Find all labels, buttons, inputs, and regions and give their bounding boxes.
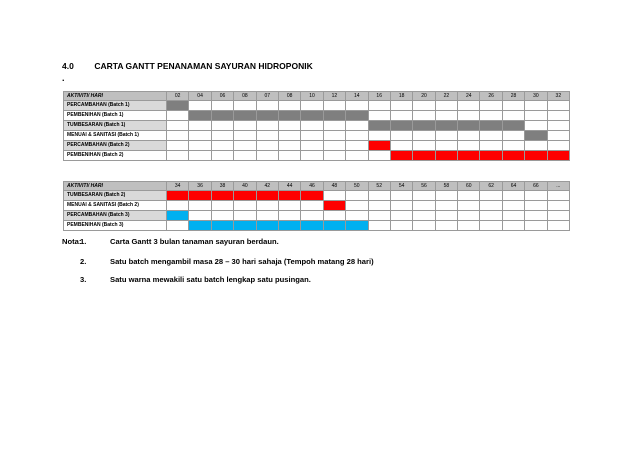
- gantt-empty-cell: [547, 131, 569, 141]
- gantt-day-header: 38: [211, 182, 233, 191]
- gantt-empty-cell: [323, 211, 345, 221]
- gantt-day-header: 30: [525, 92, 547, 101]
- gantt-bar-cell: [278, 191, 300, 201]
- gantt-empty-cell: [211, 151, 233, 161]
- gantt-activity-label: TUMBESARAN (Batch 2): [64, 191, 167, 201]
- gantt-empty-cell: [256, 211, 278, 221]
- gantt-empty-cell: [458, 191, 480, 201]
- gantt-day-header: 52: [368, 182, 390, 191]
- gantt-empty-cell: [390, 211, 412, 221]
- gantt-empty-cell: [301, 201, 323, 211]
- gantt-empty-cell: [435, 191, 457, 201]
- gantt-empty-cell: [413, 111, 435, 121]
- gantt-empty-cell: [458, 141, 480, 151]
- gantt-bar-cell: [458, 151, 480, 161]
- gantt-empty-cell: [346, 201, 368, 211]
- gantt-empty-cell: [525, 191, 547, 201]
- gantt-activity-label: PERCAMBAHAN (Batch 3): [64, 211, 167, 221]
- gantt-bar-cell: [301, 221, 323, 231]
- gantt-day-header: 34: [167, 182, 189, 191]
- gantt-empty-cell: [502, 111, 524, 121]
- gantt-empty-cell: [256, 121, 278, 131]
- gantt-bar-cell: [346, 221, 368, 231]
- gantt-empty-cell: [390, 131, 412, 141]
- gantt-day-header: 44: [278, 182, 300, 191]
- gantt-bar-cell: [211, 111, 233, 121]
- stray-dot: .: [62, 73, 65, 83]
- gantt-empty-cell: [323, 101, 345, 111]
- gantt-empty-cell: [211, 121, 233, 131]
- gantt-bar-cell: [413, 121, 435, 131]
- gantt-bar-cell: [256, 221, 278, 231]
- gantt-empty-cell: [480, 141, 502, 151]
- gantt-empty-cell: [323, 121, 345, 131]
- gantt-empty-cell: [346, 121, 368, 131]
- gantt-empty-cell: [547, 141, 569, 151]
- gantt-day-header: 36: [189, 182, 211, 191]
- gantt-day-header: 62: [480, 182, 502, 191]
- gantt-bar-cell: [211, 191, 233, 201]
- gantt-activity-label: PERCAMBAHAN (Batch 2): [64, 141, 167, 151]
- gantt-bar-cell: [323, 111, 345, 121]
- gantt-empty-cell: [211, 101, 233, 111]
- gantt-activity-row: [64, 211, 570, 221]
- gantt-empty-cell: [301, 211, 323, 221]
- gantt-empty-cell: [480, 191, 502, 201]
- gantt-empty-cell: [167, 121, 189, 131]
- gantt-activity-row: [64, 101, 570, 111]
- gantt-bar-cell: [256, 111, 278, 121]
- gantt-bar-cell: [525, 131, 547, 141]
- gantt-empty-cell: [547, 201, 569, 211]
- gantt-empty-cell: [278, 201, 300, 211]
- gantt-empty-cell: [458, 131, 480, 141]
- gantt-bar-cell: [458, 121, 480, 131]
- gantt-empty-cell: [413, 101, 435, 111]
- gantt-empty-cell: [368, 191, 390, 201]
- gantt-bar-cell: [480, 121, 502, 131]
- gantt-empty-cell: [480, 221, 502, 231]
- gantt-bar-cell: [346, 111, 368, 121]
- gantt-empty-cell: [413, 131, 435, 141]
- gantt-empty-cell: [547, 101, 569, 111]
- gantt-empty-cell: [256, 151, 278, 161]
- gantt-empty-cell: [480, 201, 502, 211]
- gantt-bar-cell: [301, 191, 323, 201]
- gantt-empty-cell: [413, 221, 435, 231]
- note-number: 1.: [80, 237, 87, 246]
- gantt-bar-cell: [368, 121, 390, 131]
- gantt-empty-cell: [189, 211, 211, 221]
- gantt-empty-cell: [547, 121, 569, 131]
- gantt-chart-weeks-2: [63, 181, 570, 231]
- gantt-empty-cell: [368, 151, 390, 161]
- note-text: Satu batch mengambil masa 28 – 30 hari sahaja (Tempoh matang 28 hari): [110, 257, 374, 266]
- gantt-empty-cell: [525, 121, 547, 131]
- gantt-empty-cell: [189, 121, 211, 131]
- gantt-empty-cell: [256, 101, 278, 111]
- gantt-activity-label: MENUAI & SANITASI (Batch 2): [64, 201, 167, 211]
- gantt-empty-cell: [525, 141, 547, 151]
- gantt-empty-cell: [234, 121, 256, 131]
- gantt-empty-cell: [301, 151, 323, 161]
- gantt-empty-cell: [346, 101, 368, 111]
- gantt-empty-cell: [167, 221, 189, 231]
- gantt-empty-cell: [234, 141, 256, 151]
- gantt-empty-cell: [189, 131, 211, 141]
- gantt-bar-cell: [301, 111, 323, 121]
- gantt-empty-cell: [256, 131, 278, 141]
- gantt-activity-label: TUMBESARAN (Batch 1): [64, 121, 167, 131]
- gantt-empty-cell: [189, 201, 211, 211]
- gantt-empty-cell: [480, 211, 502, 221]
- gantt-empty-cell: [413, 201, 435, 211]
- gantt-bar-cell: [167, 191, 189, 201]
- gantt-empty-cell: [525, 211, 547, 221]
- note-number: 3.: [80, 275, 87, 284]
- gantt-empty-cell: [458, 221, 480, 231]
- gantt-empty-cell: [234, 151, 256, 161]
- note-text: Carta Gantt 3 bulan tanaman sayuran berdaun.: [110, 237, 279, 246]
- gantt-empty-cell: [480, 111, 502, 121]
- gantt-empty-cell: [189, 151, 211, 161]
- gantt-header-label: AKTIVITI/ HARI: [64, 182, 167, 191]
- gantt-empty-cell: [390, 141, 412, 151]
- gantt-activity-row: [64, 191, 570, 201]
- gantt-empty-cell: [278, 211, 300, 221]
- notes-heading: Nota:: [62, 237, 82, 246]
- gantt-day-header: 12: [323, 92, 345, 101]
- gantt-bar-cell: [189, 221, 211, 231]
- gantt-empty-cell: [435, 201, 457, 211]
- gantt-empty-cell: [323, 141, 345, 151]
- gantt-empty-cell: [502, 141, 524, 151]
- gantt-bar-cell: [234, 111, 256, 121]
- gantt-bar-cell: [435, 151, 457, 161]
- gantt-empty-cell: [435, 221, 457, 231]
- gantt-empty-cell: [167, 131, 189, 141]
- gantt-bar-cell: [278, 221, 300, 231]
- gantt-empty-cell: [211, 201, 233, 211]
- note-number: 2.: [80, 257, 87, 266]
- gantt-empty-cell: [368, 221, 390, 231]
- gantt-empty-cell: [413, 191, 435, 201]
- gantt-activity-label: MENUAI & SANITASI (Batch 1): [64, 131, 167, 141]
- gantt-day-header: 42: [256, 182, 278, 191]
- gantt-empty-cell: [234, 201, 256, 211]
- gantt-empty-cell: [167, 201, 189, 211]
- gantt-empty-cell: [323, 151, 345, 161]
- gantt-day-header: 40: [234, 182, 256, 191]
- gantt-empty-cell: [323, 191, 345, 201]
- gantt-activity-label: PEMBENIHAN (Batch 1): [64, 111, 167, 121]
- gantt-bar-cell: [525, 151, 547, 161]
- gantt-chart-weeks-1: [63, 91, 570, 161]
- gantt-day-header: 48: [323, 182, 345, 191]
- gantt-activity-row: [64, 151, 570, 161]
- gantt-day-header: 08: [234, 92, 256, 101]
- gantt-day-header: 14: [346, 92, 368, 101]
- gantt-day-header: 66: [525, 182, 547, 191]
- gantt-day-header: 50: [346, 182, 368, 191]
- gantt-empty-cell: [368, 111, 390, 121]
- gantt-empty-cell: [390, 201, 412, 211]
- gantt-empty-cell: [278, 151, 300, 161]
- gantt-empty-cell: [502, 191, 524, 201]
- gantt-day-header: 60: [458, 182, 480, 191]
- gantt-empty-cell: [323, 131, 345, 141]
- gantt-activity-label: PEMBENIHAN (Batch 3): [64, 221, 167, 231]
- gantt-empty-cell: [234, 131, 256, 141]
- gantt-day-header: 20: [413, 92, 435, 101]
- gantt-bar-cell: [435, 121, 457, 131]
- gantt-empty-cell: [525, 101, 547, 111]
- gantt-empty-cell: [435, 111, 457, 121]
- gantt-bar-cell: [323, 221, 345, 231]
- gantt-empty-cell: [346, 151, 368, 161]
- gantt-bar-cell: [502, 151, 524, 161]
- gantt-empty-cell: [458, 111, 480, 121]
- gantt-empty-cell: [390, 191, 412, 201]
- gantt-day-header: 32: [547, 92, 569, 101]
- gantt-activity-row: [64, 111, 570, 121]
- gantt-bar-cell: [189, 111, 211, 121]
- gantt-day-header: 24: [458, 92, 480, 101]
- gantt-empty-cell: [368, 201, 390, 211]
- gantt-empty-cell: [547, 221, 569, 231]
- gantt-activity-row: [64, 121, 570, 131]
- gantt-empty-cell: [189, 101, 211, 111]
- gantt-bar-cell: [256, 191, 278, 201]
- gantt-bar-cell: [234, 191, 256, 201]
- gantt-empty-cell: [167, 111, 189, 121]
- gantt-empty-cell: [211, 211, 233, 221]
- gantt-day-header: ...: [547, 182, 569, 191]
- gantt-empty-cell: [390, 111, 412, 121]
- gantt-empty-cell: [525, 111, 547, 121]
- gantt-empty-cell: [458, 101, 480, 111]
- gantt-empty-cell: [278, 101, 300, 111]
- gantt-empty-cell: [458, 211, 480, 221]
- gantt-day-header: 04: [189, 92, 211, 101]
- gantt-empty-cell: [211, 131, 233, 141]
- gantt-day-header: 58: [435, 182, 457, 191]
- gantt-empty-cell: [256, 141, 278, 151]
- gantt-day-header: 26: [480, 92, 502, 101]
- gantt-bar-cell: [390, 121, 412, 131]
- gantt-activity-label: PERCAMBAHAN (Batch 1): [64, 101, 167, 111]
- gantt-empty-cell: [167, 151, 189, 161]
- gantt-empty-cell: [301, 101, 323, 111]
- gantt-bar-cell: [547, 151, 569, 161]
- gantt-bar-cell: [368, 141, 390, 151]
- gantt-bar-cell: [278, 111, 300, 121]
- gantt-empty-cell: [234, 101, 256, 111]
- gantt-activity-row: [64, 201, 570, 211]
- section-number: 4.0: [62, 61, 74, 71]
- gantt-empty-cell: [525, 201, 547, 211]
- gantt-empty-cell: [547, 111, 569, 121]
- gantt-bar-cell: [323, 201, 345, 211]
- gantt-header-label: AKTIVITI/ HARI: [64, 92, 167, 101]
- gantt-empty-cell: [234, 211, 256, 221]
- note-text: Satu warna mewakili satu batch lengkap satu pusingan.: [110, 275, 311, 284]
- gantt-empty-cell: [278, 121, 300, 131]
- gantt-day-header: 64: [502, 182, 524, 191]
- gantt-empty-cell: [346, 141, 368, 151]
- gantt-empty-cell: [256, 201, 278, 211]
- gantt-header-row: [64, 92, 570, 101]
- gantt-bar-cell: [413, 151, 435, 161]
- gantt-empty-cell: [547, 191, 569, 201]
- gantt-empty-cell: [301, 121, 323, 131]
- gantt-empty-cell: [547, 211, 569, 221]
- gantt-empty-cell: [390, 221, 412, 231]
- gantt-activity-row: [64, 141, 570, 151]
- gantt-empty-cell: [435, 211, 457, 221]
- gantt-empty-cell: [368, 131, 390, 141]
- gantt-empty-cell: [435, 131, 457, 141]
- gantt-day-header: 22: [435, 92, 457, 101]
- gantt-empty-cell: [278, 131, 300, 141]
- gantt-day-header: 16: [368, 92, 390, 101]
- gantt-empty-cell: [502, 211, 524, 221]
- gantt-empty-cell: [525, 221, 547, 231]
- gantt-header-row: [64, 182, 570, 191]
- gantt-empty-cell: [413, 211, 435, 221]
- gantt-empty-cell: [458, 201, 480, 211]
- gantt-bar-cell: [390, 151, 412, 161]
- gantt-empty-cell: [211, 141, 233, 151]
- gantt-bar-cell: [502, 121, 524, 131]
- gantt-bar-cell: [211, 221, 233, 231]
- gantt-empty-cell: [502, 221, 524, 231]
- gantt-empty-cell: [189, 141, 211, 151]
- gantt-bar-cell: [167, 211, 189, 221]
- gantt-activity-row: [64, 131, 570, 141]
- gantt-bar-cell: [189, 191, 211, 201]
- gantt-day-header: 07: [256, 92, 278, 101]
- gantt-empty-cell: [502, 201, 524, 211]
- gantt-day-header: 28: [502, 92, 524, 101]
- gantt-day-header: 02: [167, 92, 189, 101]
- gantt-activity-label: PEMBENIHAN (Batch 2): [64, 151, 167, 161]
- gantt-day-header: 56: [413, 182, 435, 191]
- gantt-bar-cell: [167, 101, 189, 111]
- gantt-day-header: 46: [301, 182, 323, 191]
- gantt-empty-cell: [480, 101, 502, 111]
- gantt-empty-cell: [346, 211, 368, 221]
- gantt-activity-row: [64, 221, 570, 231]
- gantt-empty-cell: [301, 141, 323, 151]
- gantt-empty-cell: [167, 141, 189, 151]
- gantt-bar-cell: [480, 151, 502, 161]
- gantt-empty-cell: [368, 101, 390, 111]
- gantt-empty-cell: [480, 131, 502, 141]
- gantt-empty-cell: [346, 131, 368, 141]
- gantt-empty-cell: [435, 101, 457, 111]
- gantt-day-header: 10: [301, 92, 323, 101]
- gantt-day-header: 08: [278, 92, 300, 101]
- gantt-day-header: 06: [211, 92, 233, 101]
- gantt-empty-cell: [413, 141, 435, 151]
- gantt-bar-cell: [234, 221, 256, 231]
- gantt-empty-cell: [278, 141, 300, 151]
- gantt-day-header: 18: [390, 92, 412, 101]
- gantt-empty-cell: [301, 131, 323, 141]
- gantt-empty-cell: [390, 101, 412, 111]
- gantt-empty-cell: [435, 141, 457, 151]
- gantt-day-header: 54: [390, 182, 412, 191]
- page-heading: [62, 61, 313, 71]
- gantt-empty-cell: [346, 191, 368, 201]
- gantt-empty-cell: [368, 211, 390, 221]
- gantt-empty-cell: [502, 131, 524, 141]
- gantt-empty-cell: [502, 101, 524, 111]
- section-title: CARTA GANTT PENANAMAN SAYURAN HIDROPONIK: [94, 61, 313, 71]
